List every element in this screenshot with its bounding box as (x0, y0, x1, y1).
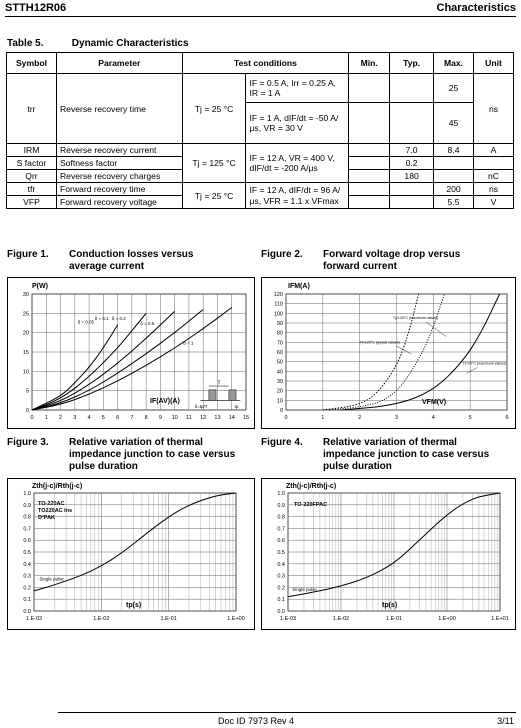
cond-fr: IF = 12 A, dIF/dt = 96 A/μs, VFR = 1.1 x VFmax (246, 183, 349, 209)
figure-title: Relative variation of thermal impedance junction to case versus pulse duration (69, 437, 236, 472)
min-qrr (349, 170, 390, 183)
typ-qrr: 180 (390, 170, 434, 183)
y-tick-label: 120 (273, 292, 283, 298)
y-tick-label: 30 (22, 292, 29, 298)
y-tick-label: 0.9 (277, 502, 285, 509)
tj-125: Tj = 125 °C (182, 144, 246, 183)
symbol-trr: trr (7, 74, 57, 144)
legend-entry: D²PAK (38, 515, 56, 521)
x-tick-label: 15 (242, 415, 250, 421)
x-tick-label: 1.E+00 (227, 616, 245, 622)
y-tick-label: 80 (276, 330, 283, 337)
x-tick-label: 1.E-02 (93, 616, 110, 622)
param-sfactor: Softness factor (56, 157, 182, 170)
figure-title: Relative variation of thermal impedance junction to case versus pulse duration (323, 437, 490, 472)
x-axis-label: IF(AV)(A) (150, 398, 180, 405)
inset-label-duty: δ=tp/T (194, 404, 208, 410)
unit-irm: A (474, 144, 514, 157)
max-irm: 8.4 (434, 144, 474, 157)
y-tick-label: 0.4 (277, 561, 285, 568)
symbol-tfr: tfr (7, 183, 57, 196)
annotation-single-pulse: Single pulse (292, 586, 317, 592)
y-tick-label: 0 (279, 408, 283, 414)
y-tick-label: 0.7 (277, 526, 285, 533)
cond-trr-2: IF = 1 A, dIF/dt = -50 A/μs, VR = 30 V (246, 103, 349, 144)
annotation-single-pulse: Single pulse (39, 576, 64, 582)
legend-entry: TO220AC Ins (38, 508, 73, 514)
y-tick-label: 0.5 (277, 550, 285, 556)
symbol-sfactor: S factor (7, 157, 57, 170)
x-tick-label: 9 (158, 415, 162, 421)
annotation-125-typ: Tj=125°C (typical values) (359, 340, 400, 345)
conduction-losses-chart (8, 278, 254, 428)
max-trr-1: 25 (434, 74, 474, 103)
annotation-125-max: Tj=125°C (maximum values) (392, 316, 439, 321)
x-tick-label: 5 (101, 415, 105, 421)
typ-sfactor: 0.2 (390, 157, 434, 170)
col-max: Max. (434, 53, 474, 74)
thermal-impedance-chart-2 (262, 479, 515, 629)
col-test-conditions: Test conditions (182, 53, 349, 74)
col-symbol: Symbol (7, 53, 57, 74)
y-tick-label: 40 (276, 369, 283, 376)
footer-rule (58, 712, 516, 713)
y-tick-label: 0.2 (277, 585, 285, 592)
header-section: Characteristics (436, 2, 516, 14)
y-tick-label: 50 (276, 359, 283, 366)
figure-title: Conduction losses versus average current (69, 249, 194, 272)
y-tick-label: 30 (276, 379, 283, 385)
table-row (7, 74, 514, 103)
unit-sfactor (474, 157, 514, 170)
inset-label-tp: tp (234, 404, 239, 410)
x-tick-label: 1.E-01 (385, 616, 403, 622)
x-tick-label: 0 (30, 415, 34, 421)
y-tick-label: 1.0 (23, 491, 31, 497)
x-tick-label: 1 (44, 415, 48, 421)
x-axis-label: tp(s) (382, 602, 398, 609)
typ-tfr (390, 183, 434, 196)
y-tick-label: 0.6 (23, 538, 31, 545)
y-tick-label: 0.2 (23, 585, 31, 592)
y-axis-label: Zth(j-c)/Rth(j-c) (32, 483, 83, 490)
typ-trr-1 (390, 74, 434, 103)
y-tick-label: 0.1 (277, 597, 285, 604)
x-tick-label: 12 (200, 415, 207, 421)
chart-4-box (261, 478, 516, 630)
x-tick-label: 14 (228, 415, 235, 421)
dynamic-characteristics-table (6, 52, 514, 209)
max-trr-2: 45 (434, 103, 474, 144)
x-tick-label: 13 (214, 415, 221, 421)
min-sfactor (349, 157, 390, 170)
min-trr-1 (349, 74, 390, 103)
unit-qrr: nC (474, 170, 514, 183)
typ-vfp (390, 196, 434, 209)
unit-trr: ns (474, 74, 514, 144)
y-tick-label: 100 (273, 311, 283, 318)
x-tick-label: 2 (59, 415, 63, 421)
typ-trr-2 (390, 103, 434, 144)
param-qrr: Reverse recovery charges (56, 170, 182, 183)
y-tick-label: 0.3 (277, 573, 285, 580)
table-header-row (7, 53, 514, 74)
footer-doc-id: Doc ID 7973 Rev 4 (218, 716, 295, 726)
table-row (7, 183, 514, 196)
cond-125: IF = 12 A, VR = 400 V, dIF/dt = -200 A/μs (246, 144, 349, 183)
y-tick-label: 0.8 (23, 514, 31, 521)
table-title: Dynamic Characteristics (71, 38, 189, 49)
y-tick-label: 1.0 (277, 491, 285, 497)
y-tick-label: 0.3 (23, 573, 31, 580)
y-tick-label: 15 (22, 350, 29, 356)
inset-label-period: T (217, 380, 221, 387)
min-irm (349, 144, 390, 157)
symbol-qrr: Qrr (7, 170, 57, 183)
legend-entry: TO-220AC (38, 501, 65, 507)
chart-2-box (261, 277, 516, 429)
y-tick-label: 0.0 (277, 609, 285, 615)
x-axis-label: tp(s) (126, 602, 142, 609)
y-tick-label: 0.1 (23, 597, 31, 604)
col-parameter: Parameter (56, 53, 182, 74)
x-tick-label: 10 (171, 415, 178, 421)
unit-tfr: ns (474, 183, 514, 196)
x-axis-label: VFM(V) (422, 399, 447, 406)
col-min: Min. (349, 53, 390, 74)
typ-irm: 7.0 (390, 144, 434, 157)
y-axis-label: IFM(A) (288, 283, 310, 290)
table-row (7, 144, 514, 157)
x-tick-label: 0 (284, 415, 288, 421)
y-tick-label: 90 (276, 321, 283, 327)
chart-1-box (7, 277, 255, 429)
y-tick-label: 110 (274, 301, 283, 308)
header-rule (5, 16, 516, 17)
y-tick-label: 0.6 (277, 538, 285, 545)
figure-number: Figure 2. (261, 249, 303, 260)
y-tick-label: 20 (22, 330, 29, 337)
y-tick-label: 0.7 (23, 526, 31, 533)
symbol-vfp: VFP (7, 196, 57, 209)
figure-number: Figure 3. (7, 437, 49, 448)
param-trr: Reverse recovery time (56, 74, 182, 144)
series-label: δ = 0.5 (140, 320, 155, 326)
max-tfr: 200 (434, 183, 474, 196)
y-tick-label: 70 (276, 340, 283, 347)
tj-trr: Tj = 25 °C (182, 74, 246, 144)
tj-25b: Tj = 25 °C (182, 183, 246, 209)
x-tick-label: 6 (505, 415, 509, 421)
figure-number: Figure 1. (7, 249, 49, 260)
y-tick-label: 10 (22, 369, 29, 376)
col-unit: Unit (474, 53, 514, 74)
y-tick-label: 5 (25, 388, 29, 395)
x-tick-label: 1.E-01 (160, 616, 177, 622)
y-tick-label: 10 (276, 398, 283, 405)
param-vfp: Forward recovery voltage (56, 196, 182, 209)
x-tick-label: 1.E-02 (332, 616, 350, 622)
figure-1-caption (7, 249, 257, 275)
max-vfp: 5.5 (434, 196, 474, 209)
chart-3-box (7, 478, 255, 630)
y-tick-label: 0.9 (23, 502, 31, 509)
y-tick-label: 0 (25, 408, 29, 414)
thermal-impedance-chart-1 (8, 479, 254, 629)
figure-2-caption (261, 249, 516, 275)
footer-page-number: 3/11 (497, 716, 514, 726)
unit-vfp: V (474, 196, 514, 209)
x-tick-label: 1 (321, 415, 325, 421)
y-tick-label: 0.4 (23, 561, 31, 568)
y-tick-label: 0.5 (23, 550, 31, 556)
inset-pulse-1 (209, 390, 216, 400)
table-caption (7, 38, 189, 49)
header-part-number: STTH12R06 (5, 2, 67, 14)
y-tick-label: 60 (276, 350, 283, 356)
x-tick-label: 1.E+00 (438, 616, 456, 622)
x-tick-label: 1.E+01 (491, 616, 509, 622)
x-tick-label: 4 (87, 415, 91, 421)
series-label: δ = 1 (183, 340, 194, 346)
legend-entry: TO-220FPAC (294, 502, 328, 508)
symbol-irm: IRM (7, 144, 57, 157)
x-tick-label: 3 (394, 415, 399, 421)
x-tick-label: 8 (144, 415, 148, 421)
figure-title: Forward voltage drop versus forward current (323, 249, 461, 272)
x-tick-label: 2 (358, 415, 362, 421)
series-label: δ = 0.2 (111, 315, 126, 321)
x-tick-label: 5 (468, 415, 472, 421)
y-tick-label: 0.8 (277, 514, 285, 521)
inset-pulse-2 (229, 390, 236, 400)
param-irm: Reverse recovery current (56, 144, 182, 157)
min-tfr (349, 183, 390, 196)
table-number: Table 5. (7, 38, 44, 49)
x-tick-label: 4 (431, 415, 435, 421)
x-tick-label: 3 (73, 415, 77, 421)
x-tick-label: 1.E-03 (279, 616, 297, 622)
y-axis-label: Zth(j-c)/Rth(j-c) (286, 483, 337, 490)
series-label: δ = 0.05 (77, 319, 95, 325)
y-tick-label: 20 (276, 388, 283, 395)
x-tick-label: 6 (116, 415, 120, 421)
x-tick-label: 7 (130, 415, 134, 421)
forward-voltage-chart (262, 278, 515, 428)
y-tick-label: 25 (22, 311, 29, 318)
figure-number: Figure 4. (261, 437, 303, 448)
max-qrr (434, 170, 474, 183)
x-tick-label: 1.E-03 (25, 616, 43, 622)
col-typ: Typ. (390, 53, 434, 74)
y-axis-label: P(W) (32, 283, 48, 290)
x-tick-label: 11 (186, 415, 192, 421)
annotation-25-max: Tj=25°C (maximum values) (462, 361, 507, 366)
figure-3-caption (7, 437, 257, 475)
min-vfp (349, 196, 390, 209)
y-tick-label: 0.0 (23, 609, 31, 615)
min-trr-2 (349, 103, 390, 144)
cond-trr-1: IF = 0.5 A, Irr = 0.25 A, IR = 1 A (246, 74, 349, 103)
param-tfr: Forward recovery time (56, 183, 182, 196)
series-label: δ = 0.1 (94, 315, 109, 321)
max-sfactor (434, 157, 474, 170)
figure-4-caption (261, 437, 516, 475)
page-header (5, 2, 516, 16)
